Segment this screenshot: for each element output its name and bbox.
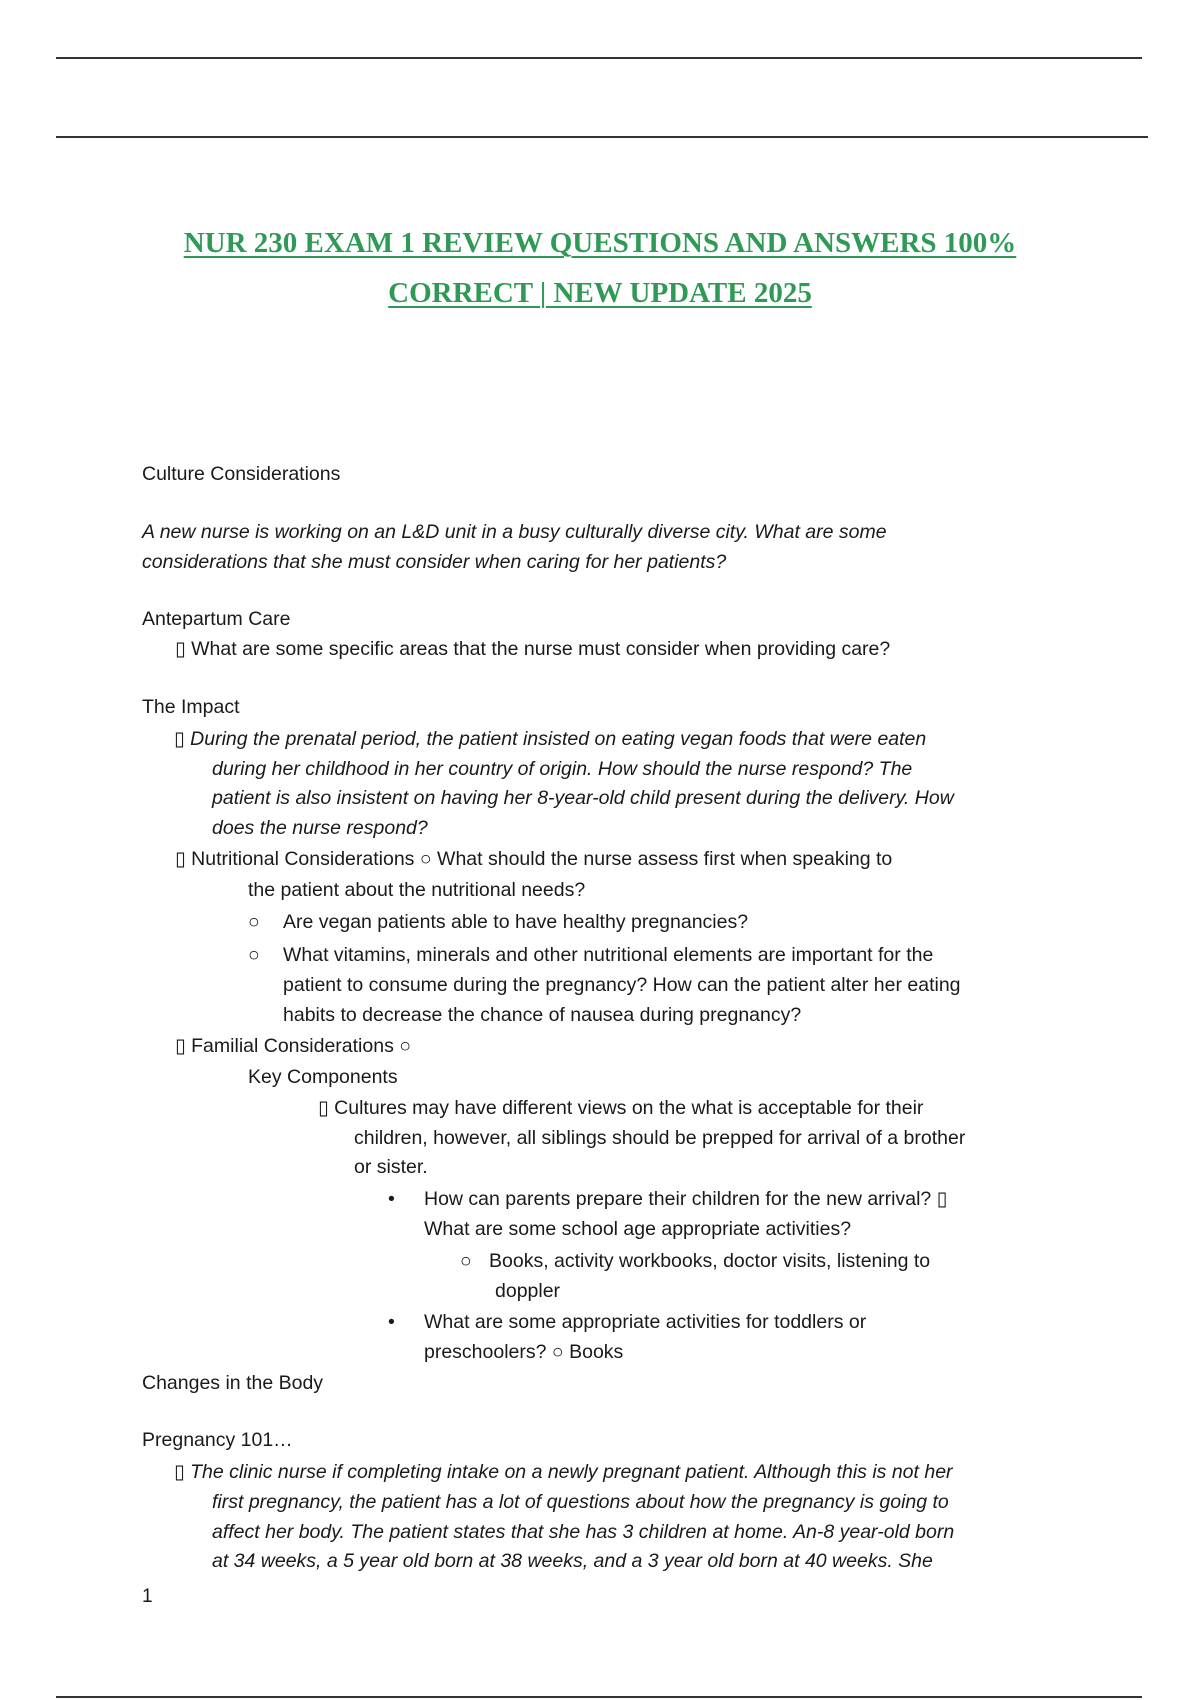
nutrition-line-1: ▯ Nutritional Considerations ○ What should the nurse assess first when speaking to: [175, 848, 893, 870]
nutrition-sub-1: Are vegan patients able to have healthy pregnancies?: [283, 911, 749, 933]
impact-item-line-3: patient is also insistent on having her 8-year-old child present during the delivery. How: [212, 787, 954, 809]
bullet-1-dot: •: [388, 1188, 395, 1210]
key-components: Key Components: [248, 1066, 398, 1088]
nutrition-sub-2-line-1: What vitamins, minerals and other nutritional elements are important for the: [283, 944, 934, 966]
document-title: [0, 218, 1200, 318]
header-rule-bottom: [56, 136, 1148, 138]
nutrition-sub-2-line-2: patient to consume during the pregnancy? How can the patient alter her eating: [283, 974, 961, 996]
books-sub-line-2: doppler: [495, 1280, 561, 1302]
culture-heading: Culture Considerations: [142, 463, 341, 485]
books-sub-line-1: Books, activity workbooks, doctor visits, listening to: [489, 1250, 931, 1272]
clinic-line-3: affect her body. The patient states that she has 3 children at home. An-8 year-old born: [212, 1521, 955, 1543]
books-sub-bullet: ○: [460, 1250, 472, 1272]
impact-item-line-1: ▯ During the prenatal period, the patient insisted on eating vegan foods that were eaten: [174, 728, 927, 750]
familial-line: ▯ Familial Considerations ○: [175, 1035, 412, 1057]
impact-heading: The Impact: [142, 696, 240, 718]
cultures-line-2: children, however, all siblings should be prepped for arrival of a brother: [354, 1127, 966, 1149]
page-number: 1: [142, 1586, 153, 1607]
cultures-line-3: or sister.: [354, 1156, 428, 1178]
nutrition-line-2: the patient about the nutritional needs?: [248, 879, 586, 901]
antepartum-item: ▯ What are some specific areas that the nurse must consider when providing care?: [175, 638, 891, 660]
title-line-2: CORRECT | NEW UPDATE 2025: [388, 277, 812, 309]
culture-question-line-1: A new nurse is working on an L&D unit in a busy culturally diverse city. What are some: [142, 521, 887, 543]
impact-item-line-2: during her childhood in her country of origin. How should the nurse respond? The: [212, 758, 913, 780]
antepartum-heading: Antepartum Care: [142, 608, 291, 630]
clinic-line-4: at 34 weeks, a 5 year old born at 38 weeks, and a 3 year old born at 40 weeks. She: [212, 1550, 933, 1572]
bullet-1-line-2: What are some school age appropriate activities?: [424, 1218, 852, 1240]
cultures-line-1: ▯ Cultures may have different views on the what is acceptable for their: [318, 1097, 924, 1119]
bullet-2-line-1: What are some appropriate activities for toddlers or: [424, 1311, 867, 1333]
culture-question-line-2: considerations that she must consider when caring for her patients?: [142, 551, 727, 573]
header-rule-top: [56, 57, 1142, 59]
clinic-line-1: ▯ The clinic nurse if completing intake on a newly pregnant patient. Although this is not her: [174, 1461, 953, 1483]
bullet-2-dot: •: [388, 1311, 395, 1333]
bullet-1-line-1: How can parents prepare their children for the new arrival? ▯: [424, 1188, 948, 1210]
pregnancy-heading: Pregnancy 101…: [142, 1429, 293, 1451]
clinic-line-2: first pregnancy, the patient has a lot of questions about how the pregnancy is going to: [212, 1491, 949, 1513]
nutrition-sub-2-bullet: ○: [248, 944, 260, 966]
title-line-1: NUR 230 EXAM 1 REVIEW QUESTIONS AND ANSWERS 100%: [183, 227, 1017, 259]
nutrition-sub-2-line-3: habits to decrease the chance of nausea during pregnancy?: [283, 1004, 802, 1026]
footer-rule: [56, 1696, 1142, 1698]
impact-item-line-4: does the nurse respond?: [212, 817, 428, 839]
bullet-2-line-2: preschoolers? ○ Books: [424, 1341, 624, 1363]
nutrition-sub-1-bullet: ○: [248, 911, 260, 933]
changes-heading: Changes in the Body: [142, 1372, 324, 1394]
